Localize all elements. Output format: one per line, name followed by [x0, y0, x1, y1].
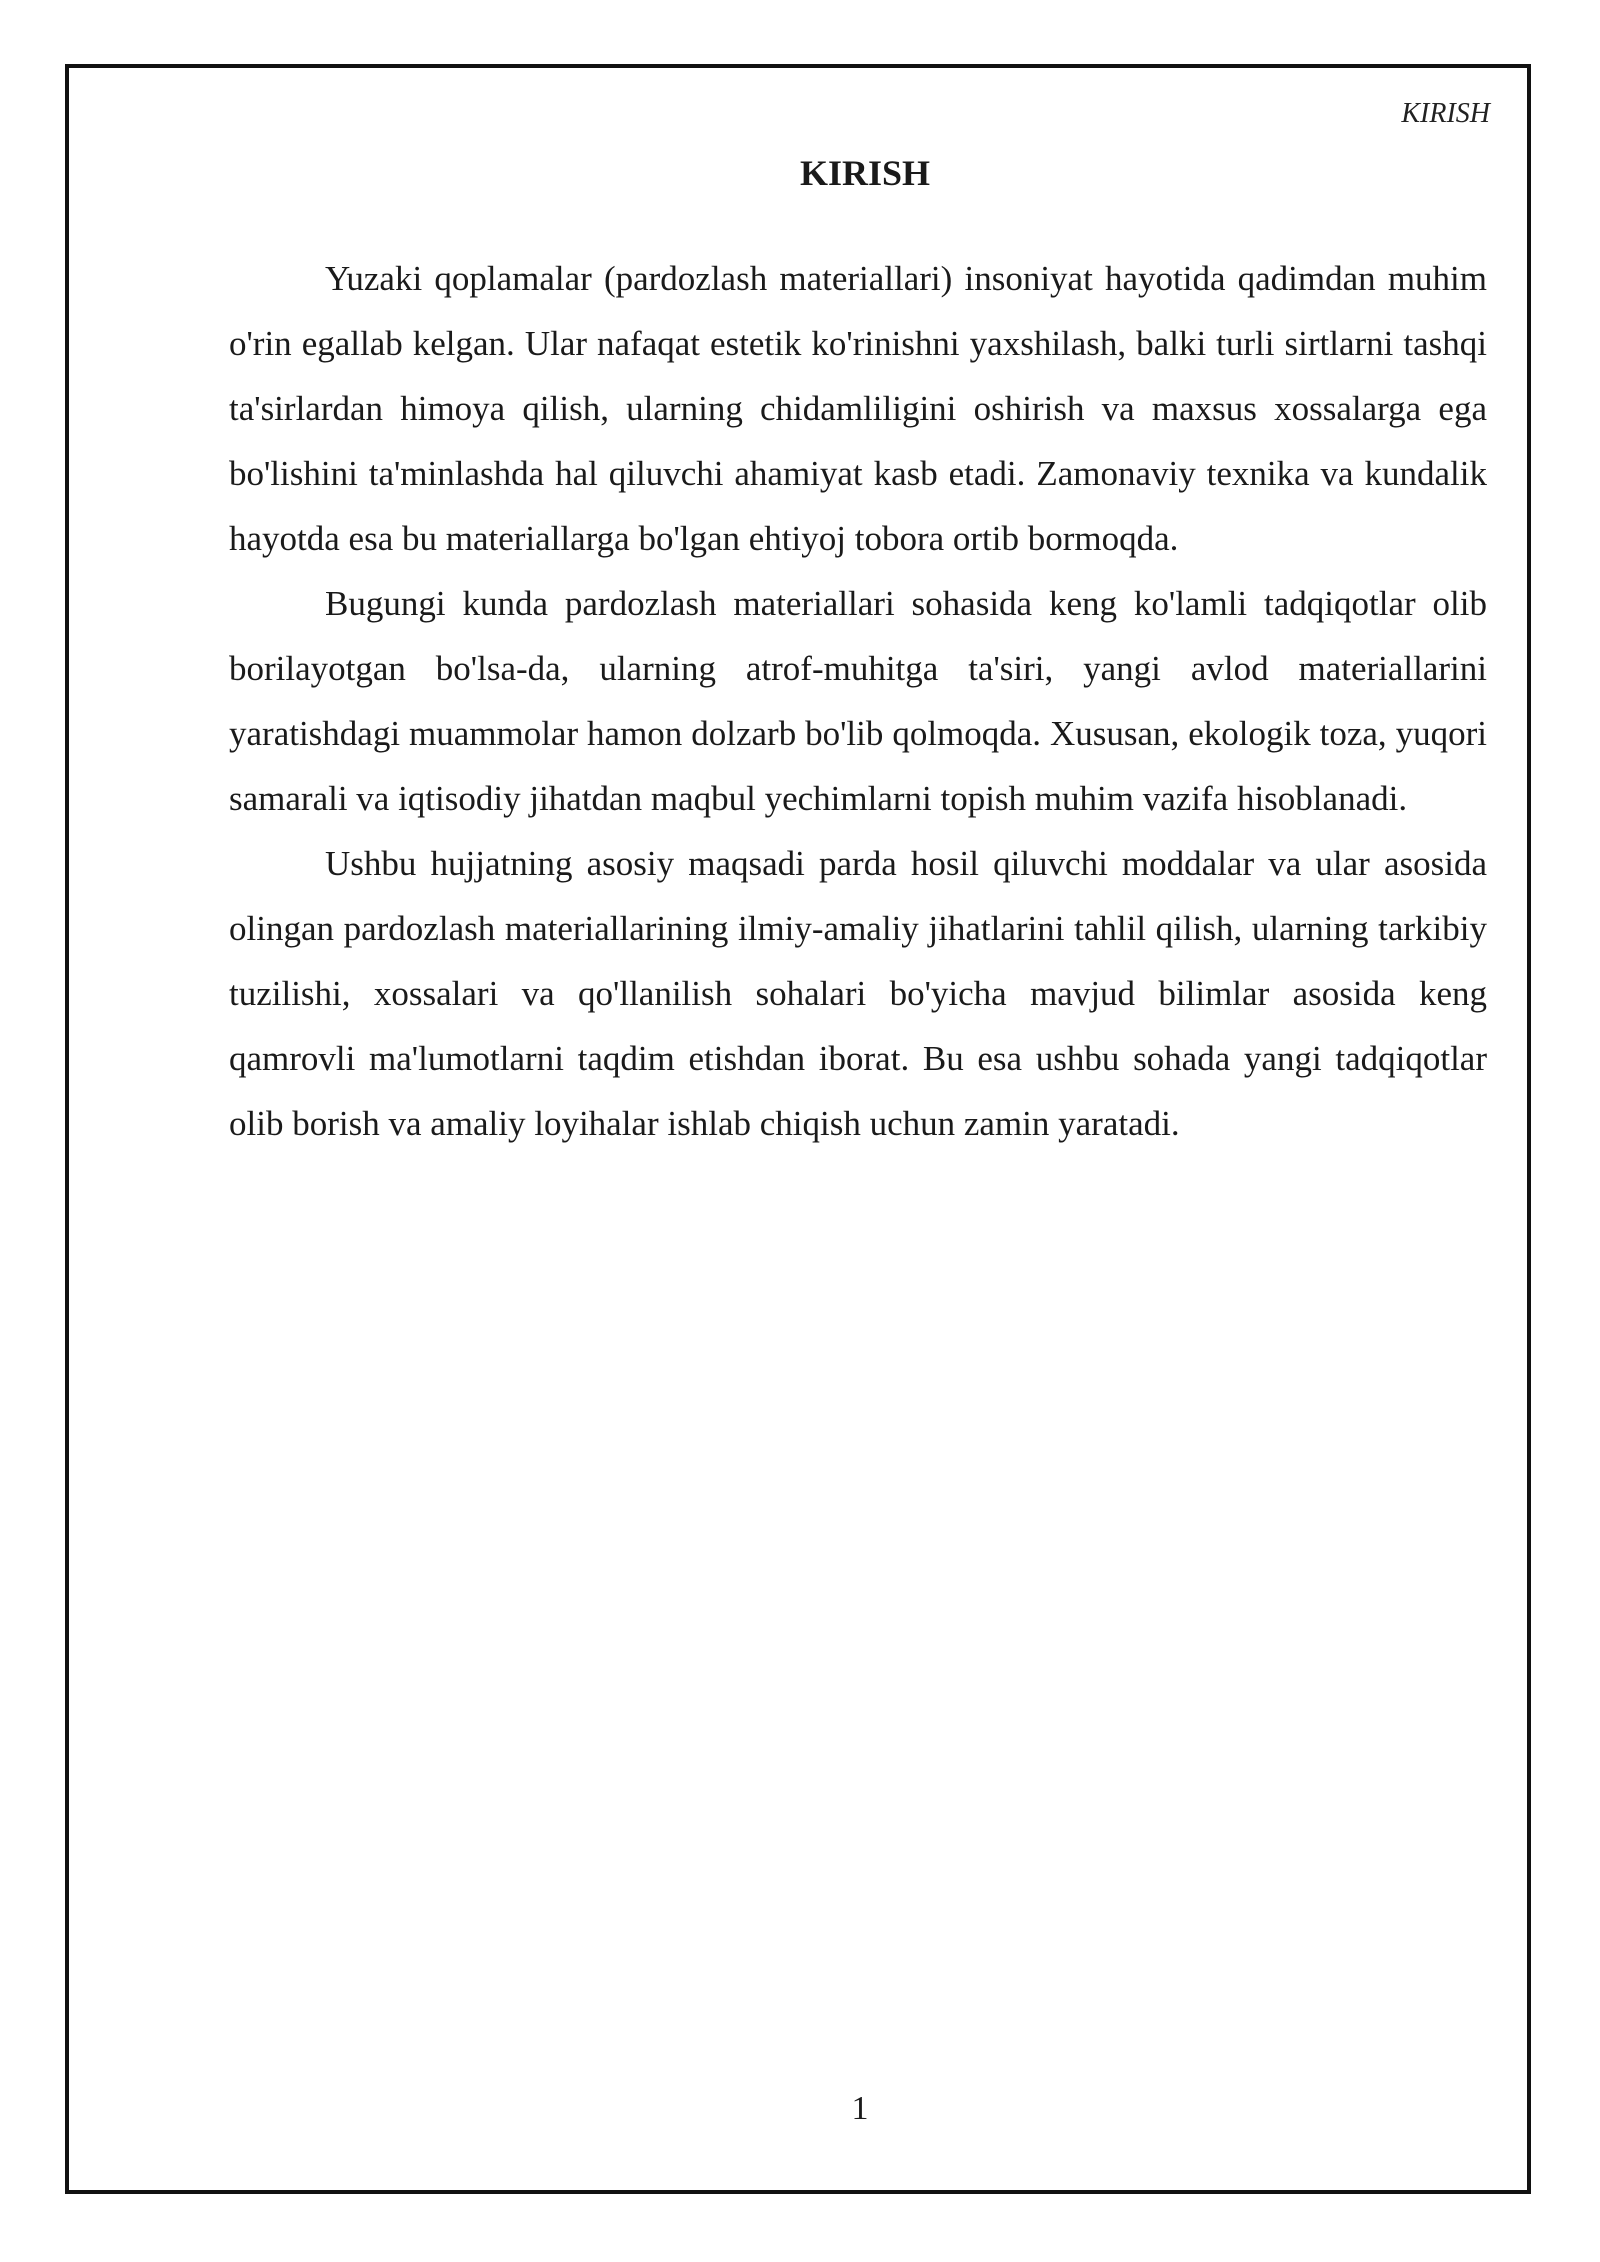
body-text: [229, 246, 1487, 1156]
running-header: KIRISH: [1401, 98, 1490, 129]
page-title: KIRISH: [799, 153, 931, 193]
paragraph-1: Yuzaki qoplamalar (pardozlash materiallari) insoniyat hayotida qadimdan muhim o'rin egallab kelgan. Ular nafaqat estetik ko'rinishni yaxshilash, balki turli sirtlarni tashqi ta'sirlardan himoya qilish, ularning chidamliligini oshirish va maxsus xossalarga ega bo'lishini ta'minlashda hal qiluvchi ahamiyat kasb etadi. Zamonaviy texnika va kundalik hayotda esa bu materiallarga bo'lgan ehtiyoj tobora ortib bormoqda.: [229, 259, 1487, 558]
paragraph-3: Ushbu hujjatning asosiy maqsadi parda hosil qiluvchi moddalar va ular asosida olingan pardozlash materiallarining ilmiy-amaliy jihatlarini tahlil qilish, ularning tarkibiy tuzilishi, xossalari va qo'llanilish sohalari bo'yicha mavjud bilimlar asosida keng qamrovli ma'lumotlarni taqdim etishdan iborat. Bu esa ushbu sohada yangi tadqiqotlar olib borish va amaliy loyihalar ishlab chiqish uchun zamin yaratadi.: [229, 844, 1487, 1143]
page-number: 1: [851, 2090, 869, 2127]
paragraph-2: Bugungi kunda pardozlash materiallari sohasida keng ko'lamli tadqiqotlar olib borilayotgan bo'lsa-da, ularning atrof-muhitga ta'siri, yangi avlod materiallarini yaratishdagi muammolar hamon dolzarb bo'lib qolmoqda. Xususan, ekologik toza, yuqori samarali va iqtisodiy jihatdan maqbul yechimlarni topish muhim vazifa hisoblanadi.: [229, 584, 1487, 818]
